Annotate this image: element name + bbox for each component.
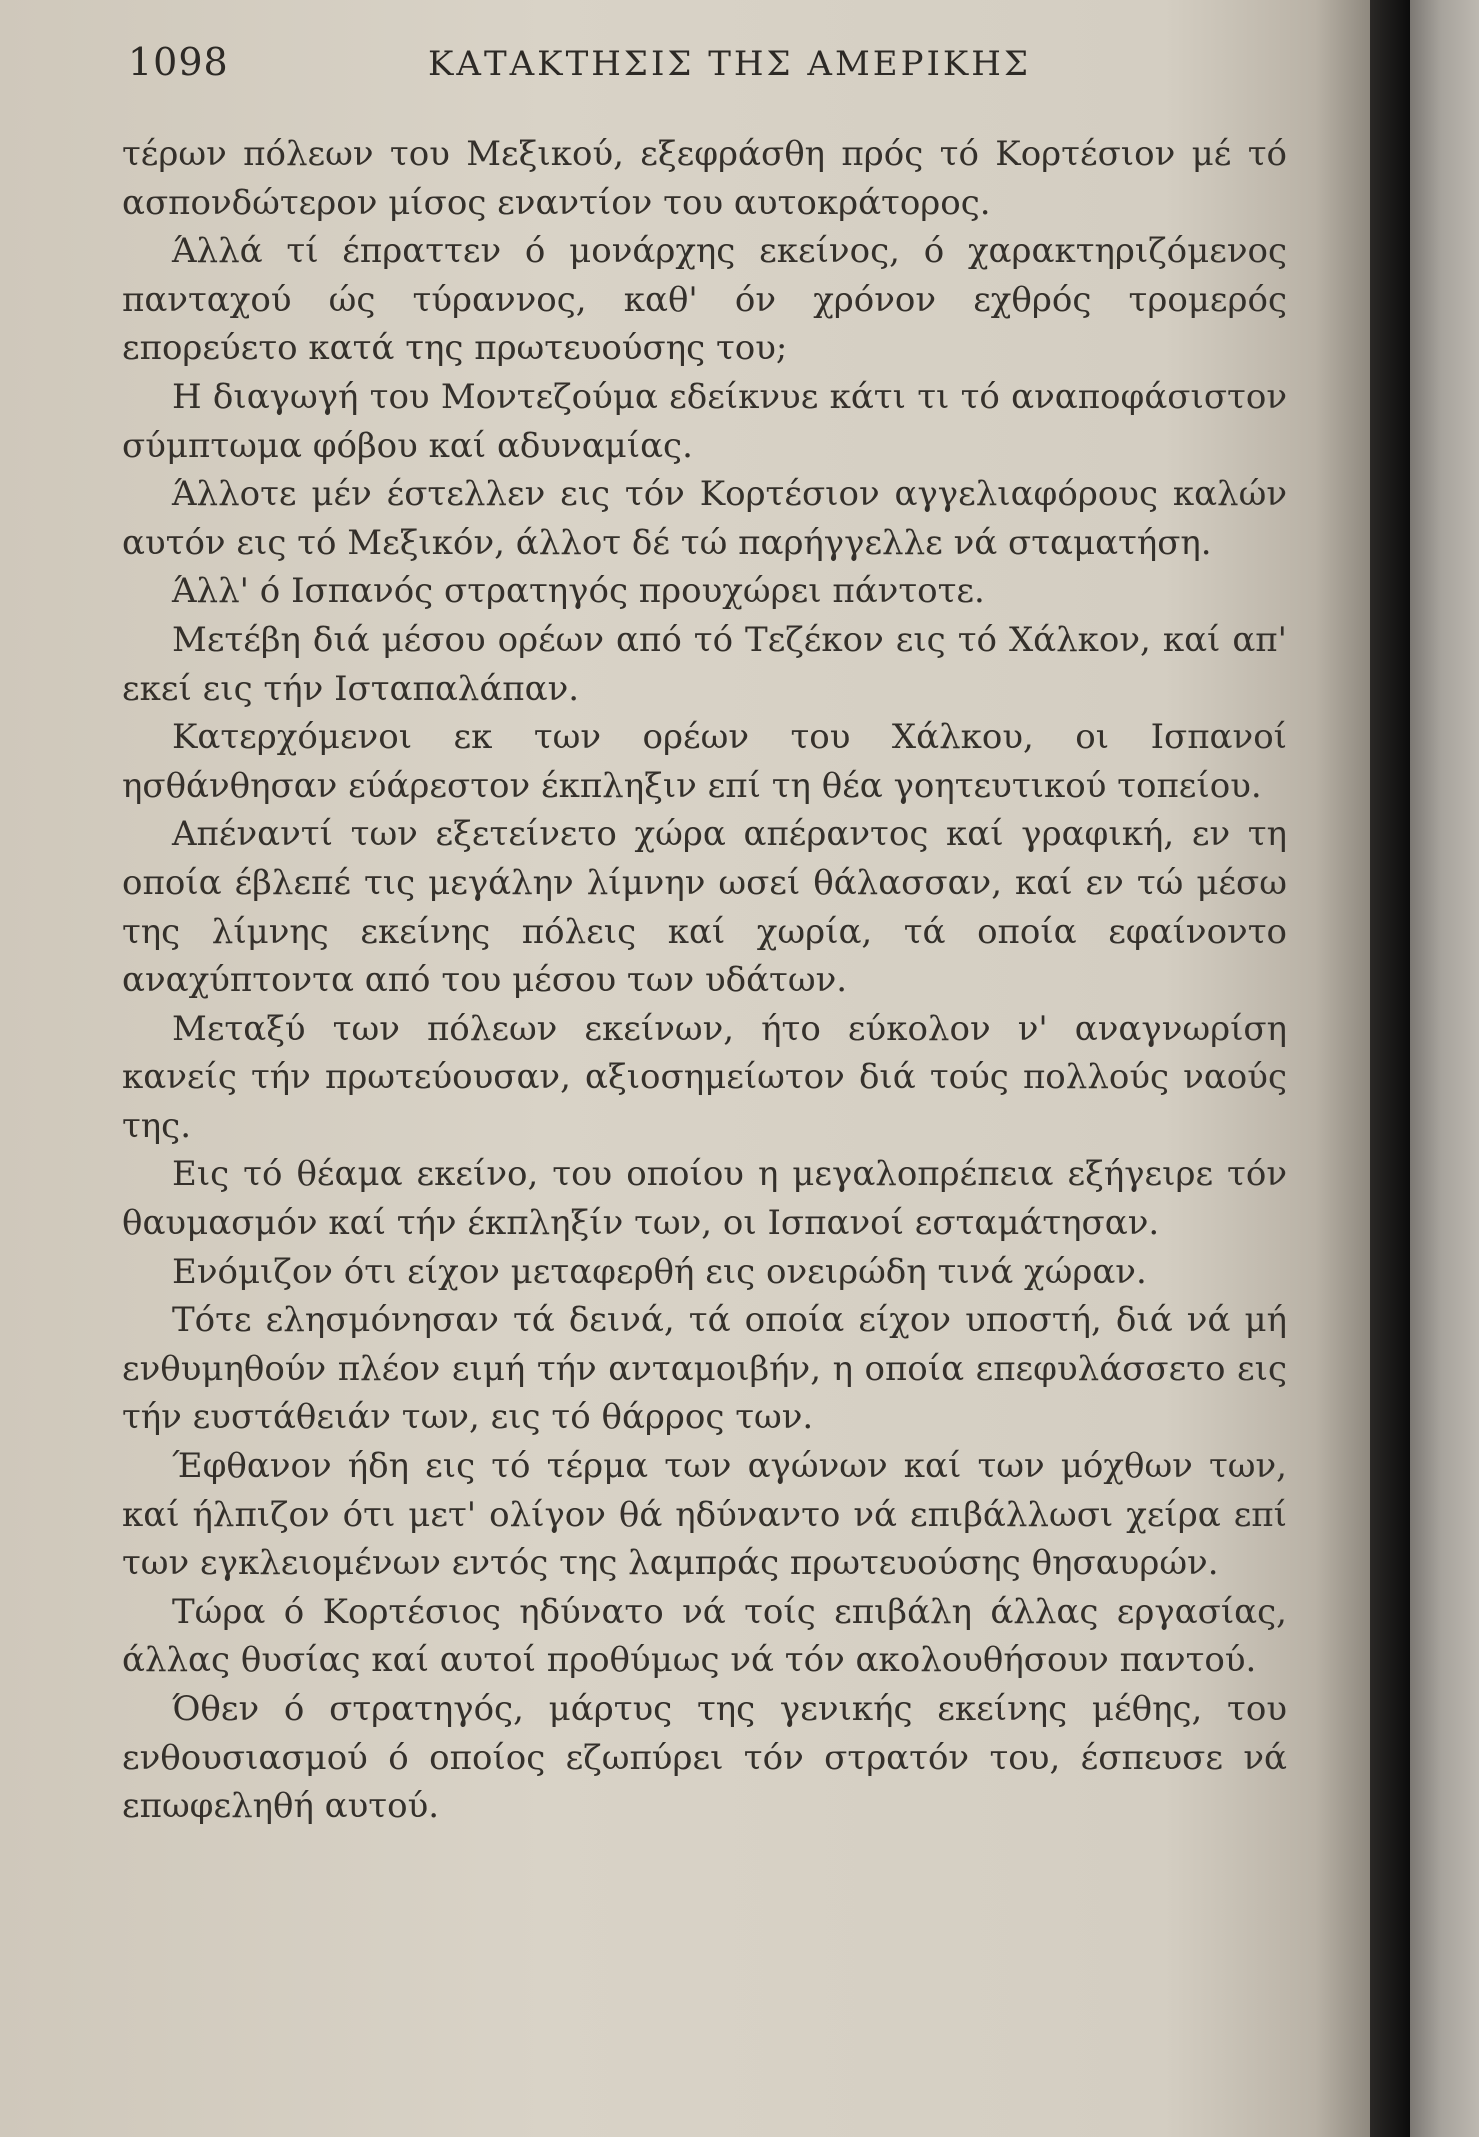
paragraph: τέρων πόλεων του Μεξικού, εξεφράσθη πρός τό Κορτέσιον μέ τό ασπονδώτερον μίσος εναντίον του αυτοκράτορος. bbox=[122, 134, 1287, 223]
paragraph: Τότε ελησμόνησαν τά δεινά, τά οποία είχον υποστή, διά νά μή ενθυμηθούν πλέον ειμή τήν ανταμοιβήν, η οποία επεφυλάσσετο εις τήν ευστάθειάν των, εις τό θάρρος των. bbox=[122, 1300, 1287, 1438]
running-title: ΚΑΤΑΚΤΗΣΙΣ ΤΗΣ ΑΜΕΡΙΚΗΣ bbox=[428, 44, 1031, 84]
page-header bbox=[128, 40, 1288, 100]
paragraph: Ενόμιζον ότι είχον μεταφερθή εις ονειρώδη τινά χώραν. bbox=[172, 1251, 1147, 1292]
book-spine bbox=[1370, 0, 1410, 2137]
paragraph: Άλλοτε μέν έστελλεν εις τόν Κορτέσιον αγγελιαφόρους καλών αυτόν εις τό Μεξικόν, άλλοτ δέ τώ παρήγγελλε νά σταματήση. bbox=[122, 474, 1287, 563]
paragraph: Άλλά τί έπραττεν ό μονάρχης εκείνος, ό χαρακτηριζόμενος πανταχού ώς τύραννος, καθ' όν χρόνον εχθρός τρομερός επορεύετο κατά της πρωτευούσης του; bbox=[122, 231, 1287, 369]
body-text bbox=[122, 130, 1287, 1831]
paragraph: Μεταξύ των πόλεων εκείνων, ήτο εύκολον ν' αναγνωρίση κανείς τήν πρωτεύουσαν, αξιοσημείωτον διά τούς πολλούς ναούς της. bbox=[122, 1008, 1287, 1146]
paragraph: Μετέβη διά μέσου ορέων από τό Τεζέκον εις τό Χάλκον, καί απ' εκεί εις τήν Ισταπαλάπαν. bbox=[122, 619, 1287, 709]
paragraph: Απέναντί των εξετείνετο χώρα απέραντος καί γραφική, εν τη οποία έβλεπέ τις μεγάλην λίμνην ωσεί θάλασσαν, καί εν τώ μέσω της λίμνης εκείνης πόλεις καί χωρία, τά οποία εφαίνοντο αναχύπτοντα από του μέσου των υδάτων. bbox=[122, 814, 1287, 1001]
paragraph: Τώρα ό Κορτέσιος ηδύνατο νά τοίς επιβάλη άλλας εργασίας, άλλας θυσίας καί αυτοί προθύμως νά τόν ακολουθήσουν παντού. bbox=[122, 1591, 1287, 1681]
paragraph: Όθεν ό στρατηγός, μάρτυς της γενικής εκείνης μέθης, του ενθουσιασμού ό οποίος εζωπύρει τόν στρατόν του, έσπευσε νά επωφεληθή αυτού. bbox=[122, 1689, 1287, 1827]
paragraph: Εις τό θέαμα εκείνο, του οποίου η μεγαλοπρέπεια εξήγειρε τόν θαυμασμόν καί τήν έκπληξίν των, οι Ισπανοί εσταμάτησαν. bbox=[122, 1154, 1287, 1244]
paragraph: Έφθανον ήδη εις τό τέρμα των αγώνων καί των μόχθων των, καί ήλπιζον ότι μετ' ολίγον θά ηδύναντο νά επιβάλλωσι χείρα επί των εγκλειομένων εντός της λαμπράς πρωτευούσης θησαυρών. bbox=[122, 1446, 1287, 1584]
facing-page-edge bbox=[1410, 0, 1479, 2137]
paragraph: Κατερχόμενοι εκ των ορέων του Χάλκου, οι Ισπανοί ησθάνθησαν εύάρεστον έκπληξιν επί τη θέα γοητευτικού τοπείου. bbox=[122, 717, 1287, 806]
paragraph: Η διαγωγή του Μοντεζούμα εδείκνυε κάτι τι τό αναποφάσιστον σύμπτωμα φόβου καί αδυναμίας. bbox=[122, 376, 1287, 466]
paragraph: Άλλ' ό Ισπανός στρατηγός προυχώρει πάντοτε. bbox=[172, 571, 985, 612]
page-number: 1098 bbox=[128, 40, 229, 84]
